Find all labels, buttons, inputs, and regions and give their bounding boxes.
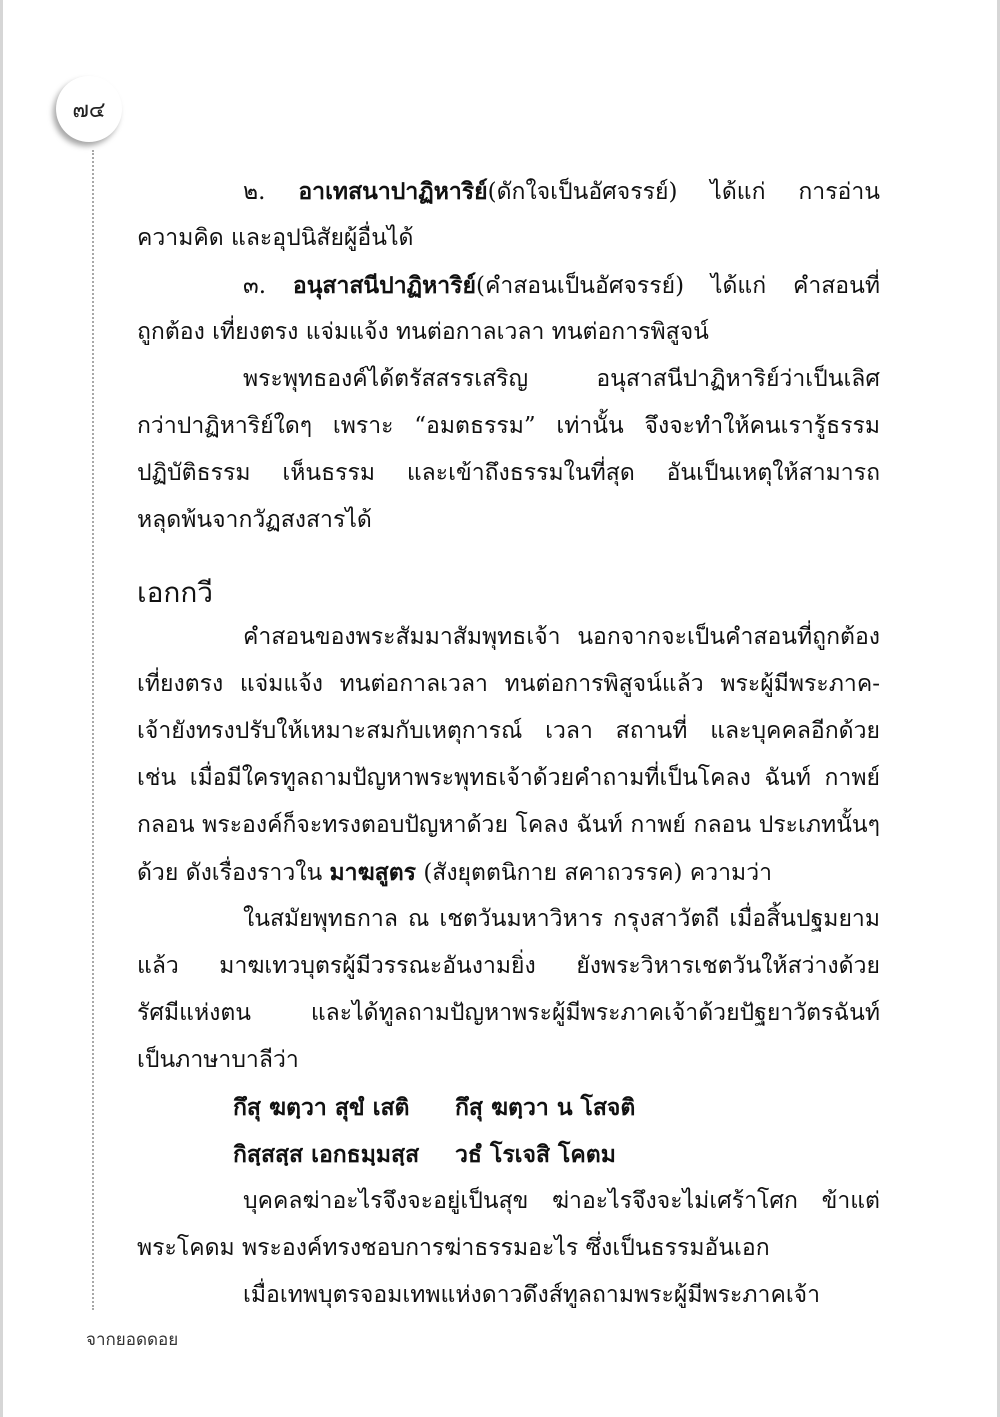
paragraph-3-line-1: [137, 262, 880, 309]
main-p1-line-4: เช่น เมื่อมีใครทูลถามปัญหาพระพุทธเจ้าด้วยคำถามที่เป็นโคลง ฉันท์ กาพย์: [137, 765, 880, 791]
verse-half: กิสฺสสฺส เอกธมฺมสฺส: [233, 1141, 420, 1168]
main-p1-line-3: เจ้ายังทรงปรับให้เหมาะสมกับเหตุการณ์ เวลา สถานที่ และบุคคลอีกด้วย: [137, 718, 880, 744]
main-p3-line-1: บุคคลฆ่าอะไรจึงจะอยู่เป็นสุข ฆ่าอะไรจึงจะไม่เศร้าโศก ข้าแต่: [243, 1188, 880, 1214]
main-p1-line-5: กลอน พระองค์ก็จะทรงตอบปัญหาด้วย โคลง ฉันท์ กาพย์ กลอน ประเภทนั้นๆ: [137, 812, 880, 838]
bold-term: อนุสาสนีปาฏิหาริย์: [292, 272, 476, 299]
item-number: ๒.: [243, 179, 266, 205]
paragraph-4-line-3: ปฏิบัติธรรม เห็นธรรม และเข้าถึงธรรมในที่สุด อันเป็นเหตุให้สามารถ: [137, 460, 880, 486]
verse-half: กึสุ ฆตฺวา น โสจติ: [455, 1094, 636, 1121]
main-p2-line-4: เป็นภาษาบาลีว่า: [137, 1047, 299, 1073]
bold-term: อาเทสนาปาฏิหาริย์: [298, 178, 488, 205]
section-heading: เอกกวี: [137, 576, 214, 609]
body-text-top: [137, 168, 880, 544]
verse-half: กึสุ ฆตฺวา สุขํ เสติ: [233, 1094, 410, 1121]
main-p3-line-2: พระโคดม พระองค์ทรงชอบการฆ่าธรรมอะไร ซึ่งเป็นธรรมอันเอก: [137, 1235, 770, 1261]
verse-line-2: [137, 1131, 880, 1178]
paragraph-2-line-1: [137, 168, 880, 215]
page-left-edge: [0, 0, 3, 1417]
footer-book-title: จากยอดดอย: [86, 1330, 179, 1350]
verse-half: วธํ โรเจสิ โคตม: [455, 1141, 616, 1168]
body-text-main: [137, 614, 880, 1319]
dotted-margin-rule: [92, 150, 94, 1310]
text-run: ด้วย ดังเรื่องราวใน: [137, 860, 323, 886]
main-p1-line-1: คำสอนของพระสัมมาสัมพุทธเจ้า นอกจากจะเป็นคำสอนที่ถูกต้อง: [243, 624, 880, 650]
main-p1-line-6: [137, 849, 880, 896]
text-run: (ดักใจเป็นอัศจรรย์) ได้แก่ การอ่าน: [487, 179, 880, 205]
main-p2-line-3: รัศมีแห่งตน และได้ทูลถามปัญหาพระผู้มีพระภาคเจ้าด้วยปัฐยาวัตรฉันท์: [137, 1000, 880, 1026]
text-run: (คำสอนเป็นอัศจรรย์) ได้แก่ คำสอนที่: [476, 273, 880, 299]
main-p2-line-2: แล้ว มาฆเทวบุตรผู้มีวรรณะอันงามยิ่ง ยังพระวิหารเชตวันให้สว่างด้วย: [137, 953, 880, 979]
paragraph-4-line-1: พระพุทธองค์ได้ตรัสสรรเสริญ อนุสาสนีปาฏิหาริย์ว่าเป็นเลิศ: [243, 366, 880, 392]
page-number: ๗๔: [72, 97, 106, 123]
text-run: (สังยุตตนิกาย สคาถวรรค) ความว่า: [423, 860, 773, 886]
paragraph-3-line-2: ถูกต้อง เที่ยงตรง แจ่มแจ้ง ทนต่อกาลเวลา ทนต่อการพิสูจน์: [137, 319, 709, 345]
main-p1-line-2: เที่ยงตรง แจ่มแจ้ง ทนต่อกาลเวลา ทนต่อการพิสูจน์แล้ว พระผู้มีพระภาค-: [137, 671, 880, 697]
paragraph-4-line-2: กว่าปาฏิหาริย์ใดๆ เพราะ “อมตธรรม” เท่านั้น จึงจะทำให้คนเรารู้ธรรม: [137, 413, 880, 439]
main-p4-line-1: เมื่อเทพบุตรจอมเทพแห่งดาวดึงส์ทูลถามพระผู้มีพระภาคเจ้า: [243, 1282, 821, 1308]
main-p2-line-1: ในสมัยพุทธกาล ณ เชตวันมหาวิหาร กรุงสาวัตถี เมื่อสิ้นปฐมยาม: [243, 906, 880, 932]
verse-line-1: [137, 1084, 880, 1131]
item-number: ๓.: [243, 273, 267, 299]
paragraph-2-line-2: ความคิด และอุปนิสัยผู้อื่นได้: [137, 225, 414, 251]
paragraph-4-line-4: หลุดพ้นจากวัฏสงสารได้: [137, 507, 372, 533]
page-number-badge: [56, 76, 122, 142]
sutta-title: มาฆสูตร: [329, 859, 416, 886]
